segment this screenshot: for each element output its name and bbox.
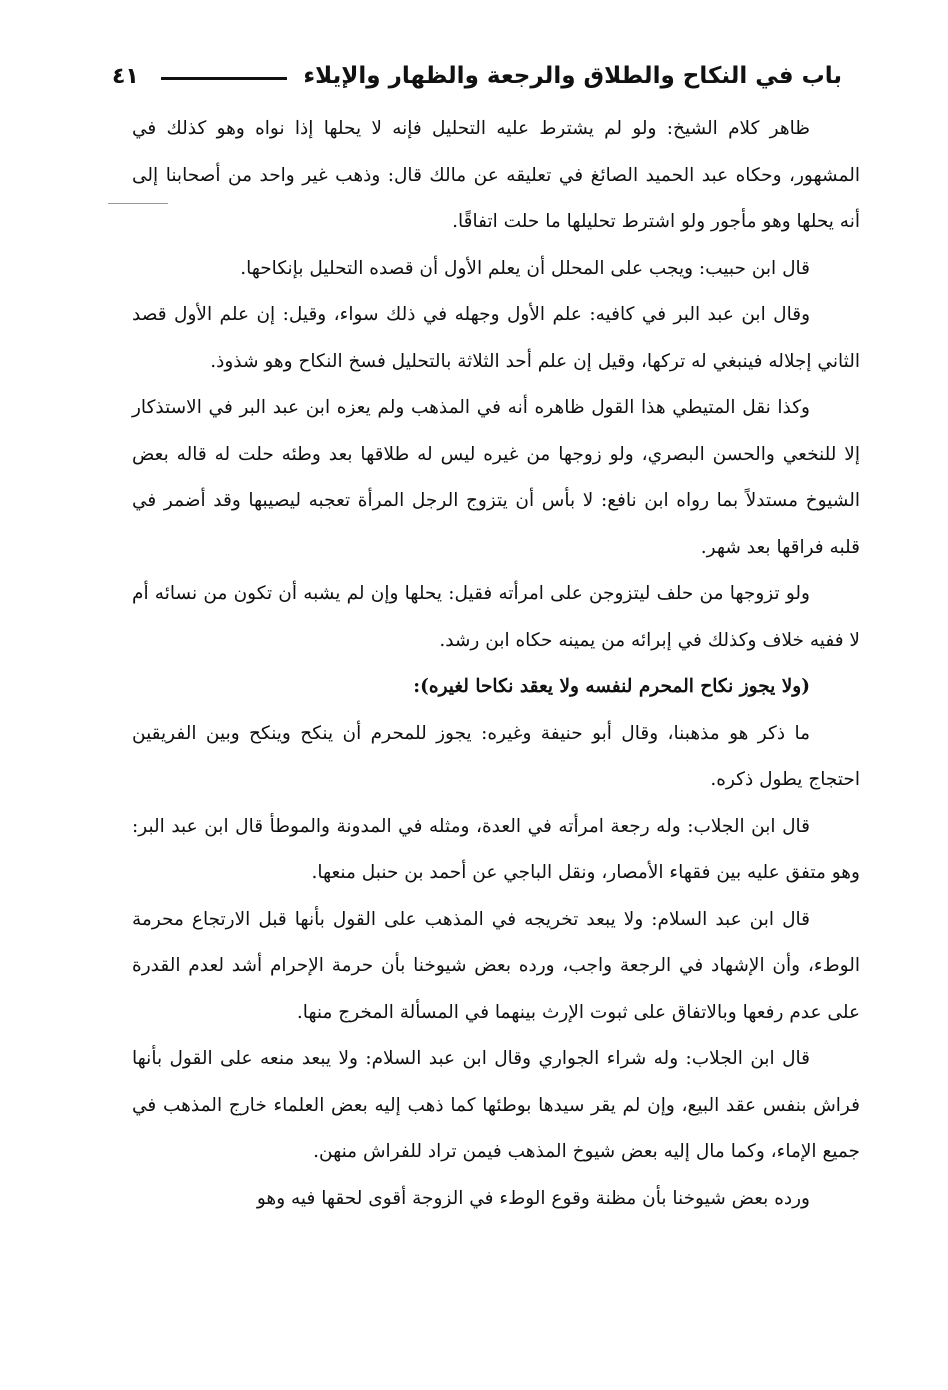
paragraph: ظاهر كلام الشيخ: ولو لم يشترط عليه التحليل فإنه لا يحلها إذا نواه وهو كذلك في المشهور، وحكاه عبد الحميد الصائغ في تعليقه عن مالك قال: وذهب غير واحد من أصحابنا إلى أنه يحلها وهو مأجور ولو اشترط تحليلها ما حلت اتفاقًا. (132, 118, 860, 232)
paragraph: ما ذكر هو مذهبنا، وقال أبو حنيفة وغيره: يجوز للمحرم أن ينكح وينكح وبين الفريقين احتجاج يطول ذكره. (132, 722, 860, 790)
running-header (112, 58, 842, 94)
section-heading: (ولا يجوز نكاح المحرم لنفسه ولا يعقد نكاحا لغيره): (413, 676, 810, 697)
paragraph: قال ابن الجلاب: وله شراء الجواري وقال ابن عبد السلام: ولا يبعد منعه على القول بأنها فراش بنفس عقد البيع، وإن لم يقر سيدها بوطئها كما ذهب إليه بعض العلماء خارج المذهب في جميع الإماء، وكما مال إليه بعض شيوخ المذهب فيمن تراد للفراش منهن. (132, 1048, 860, 1162)
paragraph: ورده بعض شيوخنا بأن مظنة وقوع الوطء في الزوجة أقوى لحقها فيه وهو (256, 1187, 810, 1209)
paragraph: قال ابن عبد السلام: ولا يبعد تخريجه في المذهب على القول بأنها قبل الارتجاع محرمة الوطء، وأن الإشهاد في الرجعة واجب، ورده بعض شيوخنا بأن حرمة الإحرام أشد لعدم القدرة على عدم رفعها وبالاتفاق على ثبوت الإرث بينهما في المسألة المخرج منها. (132, 908, 860, 1023)
page-body (132, 106, 860, 1222)
paragraph: وكذا نقل المتيطي هذا القول ظاهره أنه في المذهب ولم يعزه ابن عبد البر في الاستذكار إلا للنخعي والحسن البصري، ولو زوجها من غيره ليس له طلاقها بعد وطئه حلت له قاله بعض الشيوخ مستدلاً بما رواه ابن نافع: لا بأس أن يتزوج الرجل المرأة تعجبه ليصيبها وقد أضمر في قلبه فراقها بعد شهر. (132, 397, 860, 558)
paragraph: وقال ابن عبد البر في كافيه: علم الأول وجهله في ذلك سواء، وقيل: إن علم الأول قصد الثاني إجلاله فينبغي له تركها، وقيل إن علم أحد الثلاثة بالتحليل فسخ النكاح وهو شذوذ. (132, 304, 860, 372)
paragraph: ولو تزوجها من حلف ليتزوجن على امرأته فقيل: يحلها وإن لم يشبه أن تكون من نسائه أم لا ففيه خلاف وكذلك في إبرائه من يمينه حكاه ابن رشد. (132, 583, 860, 651)
paragraph: قال ابن الجلاب: وله رجعة امرأته في العدة، ومثله في المدونة والموطأ قال ابن عبد البر: وهو متفق عليه بين فقهاء الأمصار، ونقل الباجي عن أحمد بن حنبل منعها. (132, 815, 860, 883)
chapter-title: باب في النكاح والطلاق والرجعة والظهار والإيلاء (303, 63, 842, 89)
header-rule (161, 77, 288, 80)
paragraph: قال ابن حبيب: ويجب على المحلل أن يعلم الأول أن قصده التحليل بإنكاحها. (240, 257, 810, 279)
page-number: ٤١ (112, 63, 139, 89)
